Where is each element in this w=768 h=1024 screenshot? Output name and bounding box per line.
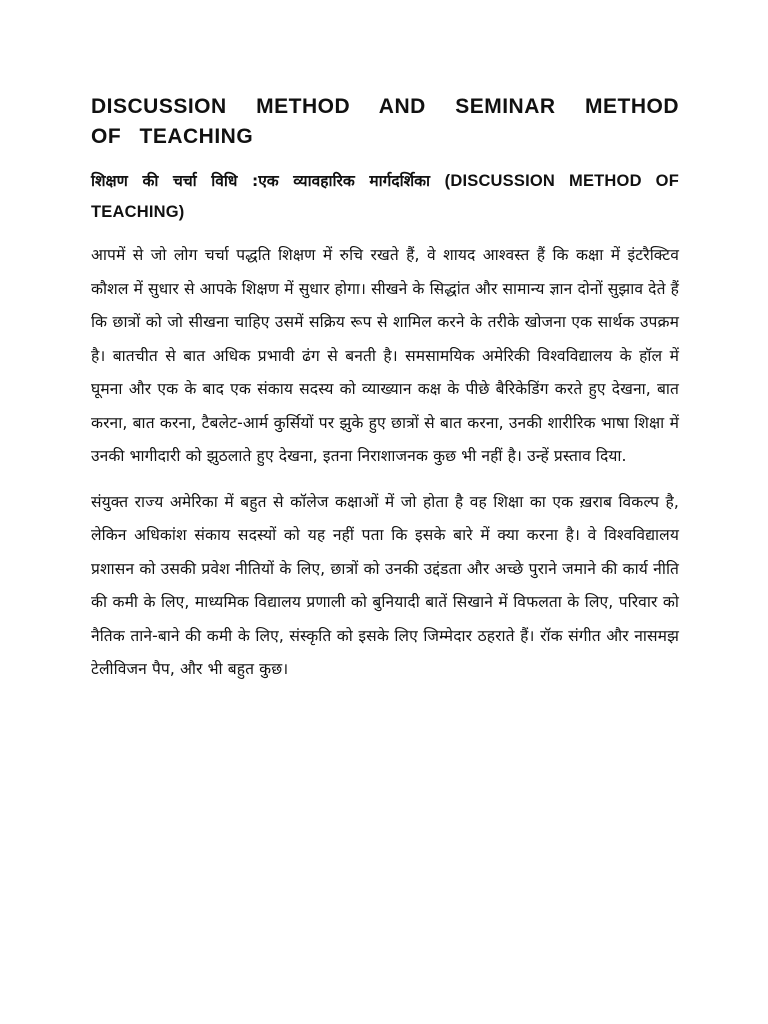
subtitle-english: (DISCUSSION METHOD OF TEACHING) (91, 172, 679, 221)
document-title: DISCUSSION METHOD AND SEMINAR METHOD OF TEACHING (91, 95, 679, 148)
body-paragraph: आपमें से जो लोग चर्चा पद्धति शिक्षण में रुचि रखते हैं, वे शायद आश्वस्त हैं कि कक्षा में इंटरैक्टिव कौशल में सुधार से आपके शिक्षण में सुधार होगा। सीखने के सिद्धांत और सामान्य ज्ञान दोनों सुझाव देते हैं कि छात्रों को जो सीखना चाहिए उसमें सक्रिय रूप से शामिल करने के तरीके खोजना एक सार्थक उपक्रम है। बातचीत से बात अधिक प्रभावी ढंग से बनती है। समसामयिक अमेरिकी विश्वविद्यालय के हॉल में घूमना और एक के बाद एक संकाय सदस्य को व्याख्यान कक्ष के पीछे बैरिकेडिंग करते हुए देखना, बात करना, बात करना, टैबलेट-आर्म कुर्सियों पर झुके हुए छात्रों से बात करना, उनकी शारीरिक भाषा शिक्षा में उनकी भागीदारी को झुठलाते हुए देखना, इतना निराशाजनक कुछ भी नहीं है। उन्हें प्रस्ताव दिया. (91, 246, 679, 465)
body-paragraph: संयुक्त राज्य अमेरिका में बहुत से कॉलेज कक्षाओं में जो होता है वह शिक्षा का एक ख़राब विकल्प है, लेकिन अधिकांश संकाय सदस्यों को यह नहीं पता कि इसके बारे में क्या करना है। वे विश्वविद्यालय प्रशासन को उसकी प्रवेश नीतियों के लिए, छात्रों को उनकी उद्दंडता और अच्छे पुराने जमाने की कार्य नीति की कमी के लिए, माध्यमिक विद्यालय प्रणाली को बुनियादी बातें सिखाने में विफलता के लिए, परिवार को नैतिक ताने-बाने की कमी के लिए, संस्कृति को इसके लिए जिम्मेदार ठहराते हैं। रॉक संगीत और नासमझ टेलीविजन पैप, और भी बहुत कुछ। (91, 492, 679, 678)
document-subtitle (91, 166, 679, 228)
subtitle-hindi: शिक्षण की चर्चा विधि :एक व्यावहारिक मार्गदर्शिका (91, 172, 431, 190)
document-page (91, 92, 679, 687)
